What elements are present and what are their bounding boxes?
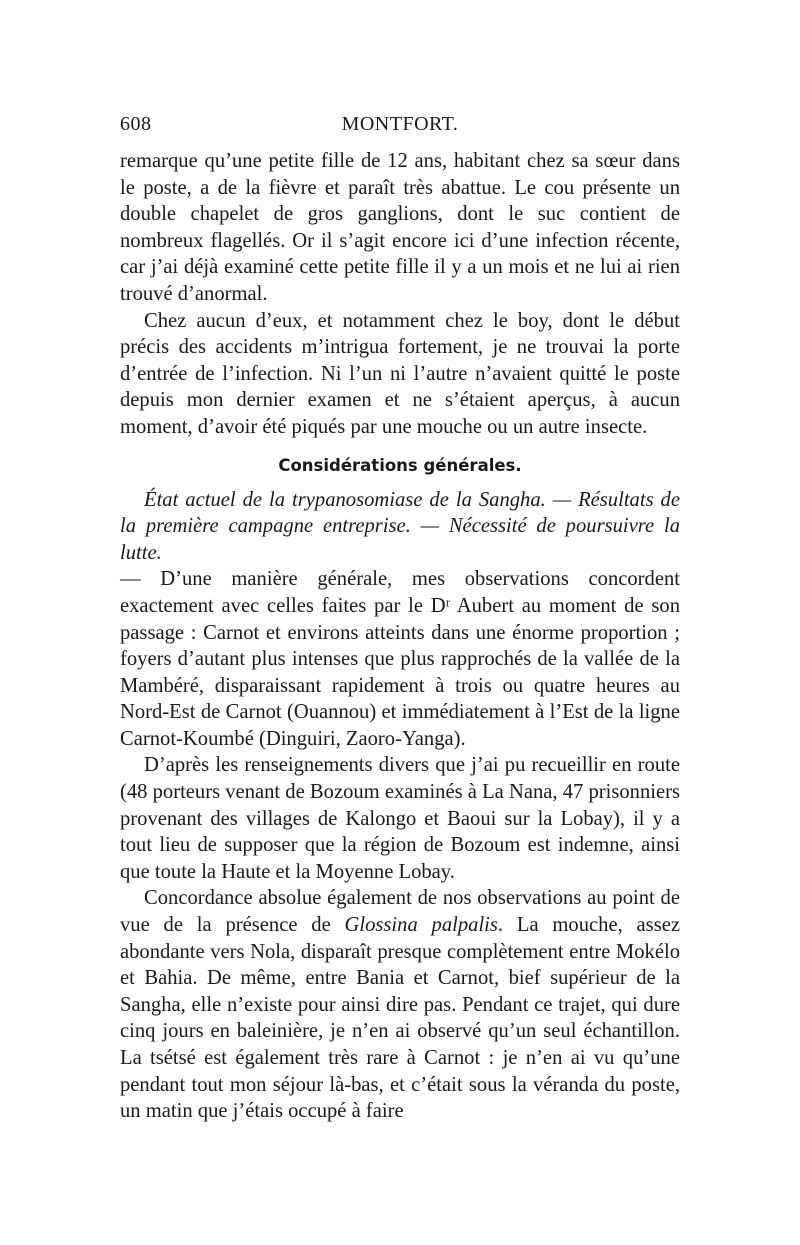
paragraph-2: Chez aucun d’eux, et notamment chez le boy, dont le début précis des accidents m’intrigua fortement, je ne trouvai la porte d’entrée de l’infection. Ni l’un ni l’autre n’avaient quitté le poste depuis mon dernier examen et ne s’étaient aperçus, à aucun moment, d’avoir été piqués par une mouche ou un autre insecte. xyxy=(120,309,680,438)
section-heading: Considérations générales. xyxy=(278,455,522,475)
page-number: 608 xyxy=(120,113,152,135)
paragraph-1: remarque qu’une petite fille de 12 ans, habitant chez sa sœur dans le poste, a de la fièvre et paraît très abattue. Le cou présente un double chapelet de gros ganglions, dont le suc contient de nombreux flagellés. Or il s’agit encore ici d’une infection récente, car j’ai déjà examiné cette petite fille il y a un mois et ne lui ai rien trouvé d’anormal. xyxy=(120,150,680,305)
running-head: MONTFORT. xyxy=(341,113,459,135)
section-subtitle: État actuel de la trypanosomiase de la Sangha. — Résultats de la première campagne entreprise. — Nécessité de poursuivre la lutte. xyxy=(120,488,680,564)
page-header xyxy=(120,113,680,143)
paragraph-5-part-1: Concordance absolue également de nos observations au point de vue de la présence de xyxy=(120,887,680,937)
paragraph-5-part-2: . La mouche, assez abondante vers Nola, disparaît presque complètement entre Mokélo et Bahia. De même, entre Bania et Carnot, bief supérieur de la Sangha, elle n’existe pour ainsi dire pas. Pendant ce trajet, qui dure cinq jours en baleinière, je n’en ai observé qu’un seul échantillon. La tsétsé est également très rare à Carnot : je n’en ai vu qu’une pendant tout mon séjour là-bas, et c’était sous la véranda du poste, un matin que j’étais occupé à faire xyxy=(120,914,680,1123)
paragraph-3: — D’une manière générale, mes observations concordent exactement avec celles faites par le Dʳ Aubert au moment de son passage : Carnot et environs atteints dans une énorme proportion ; foyers d’autant plus intenses que plus rapprochés de la vallée de la Mambéré, disparaissant rapidement à trois ou quatre heures au Nord-Est de Carnot (Ouannou) et immédiatement à l’Est de la ligne Carnot-Koumbé (Dinguiri, Zaoro-Yanga). xyxy=(120,568,680,750)
species-name: Glossina palpalis xyxy=(344,914,498,937)
page-body xyxy=(120,148,680,1125)
paragraph-4: D’après les renseignements divers que j’ai pu recueillir en route (48 porteurs venant de Bozoum examinés à La Nana, 47 prisonniers provenant des villages de Kalongo et Baoui sur la Lobay), il y a tout lieu de supposer que la région de Bozoum est indemne, ainsi que toute la Haute et la Moyenne Lobay. xyxy=(120,754,680,883)
paragraph-5 xyxy=(120,885,680,1124)
